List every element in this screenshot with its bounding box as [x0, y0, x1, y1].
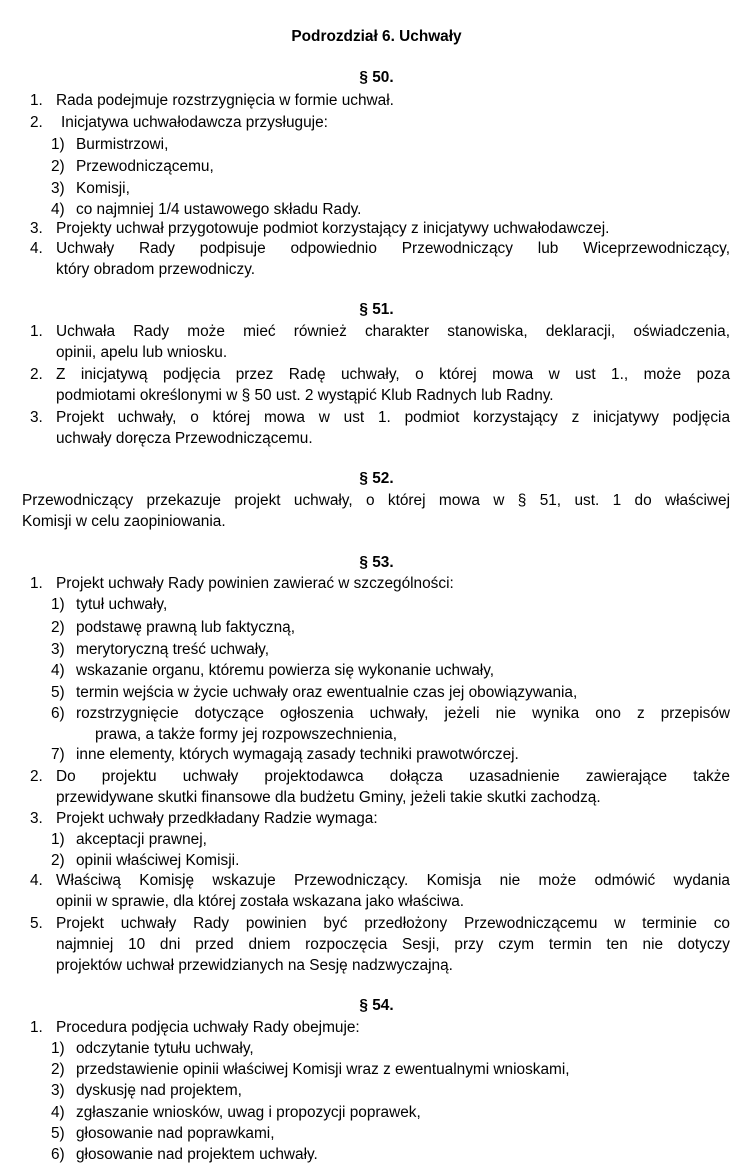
- subitem-number: 5): [51, 684, 65, 701]
- list-item-continuation: uchwały doręcza Przewodniczącemu.: [56, 430, 313, 447]
- sub-list-item: głosowanie nad poprawkami,: [76, 1125, 275, 1142]
- subitem-number: 2): [51, 1061, 65, 1078]
- list-item-continuation: projektów uchwał przewidzianych na Sesję nadzwyczajną.: [56, 957, 453, 974]
- item-number: 3.: [30, 810, 43, 827]
- sub-list-item: dyskusję nad projektem,: [76, 1082, 242, 1099]
- item-number: 2.: [30, 768, 43, 785]
- list-item-continuation: najmniej 10 dni przed dniem rozpoczęcia Sesji, przy czym termin ten nie dotyczy: [56, 936, 730, 953]
- item-number: 5.: [30, 915, 43, 932]
- list-item: Uchwała Rady może mieć również charakter stanowiska, deklaracji, oświadczenia,: [56, 323, 730, 340]
- subitem-number: 3): [51, 180, 65, 197]
- subitem-number: 1): [51, 1040, 65, 1057]
- subitem-number: 4): [51, 201, 65, 218]
- sub-list-item: co najmniej 1/4 ustawowego składu Rady.: [76, 201, 362, 218]
- sub-list-item: Komisji,: [76, 180, 130, 197]
- sub-list-item: inne elementy, których wymagają zasady techniki prawotwórczej.: [76, 746, 519, 763]
- sub-list-item: przedstawienie opinii właściwej Komisji wraz z ewentualnymi wnioskami,: [76, 1061, 570, 1078]
- sub-list-item: Przewodniczącemu,: [76, 158, 214, 175]
- sub-list-item: tytuł uchwały,: [76, 596, 168, 613]
- section-heading-51: § 51.: [359, 301, 394, 318]
- paragraph: Przewodniczący przekazuje projekt uchwały, o której mowa w § 51, ust. 1 do właściwej: [22, 492, 730, 509]
- sub-list-item: opinii właściwej Komisji.: [76, 852, 240, 869]
- subitem-number: 4): [51, 662, 65, 679]
- subitem-number: 5): [51, 1125, 65, 1142]
- item-number: 1.: [30, 92, 43, 109]
- subitem-number: 6): [51, 1146, 65, 1163]
- list-item-continuation: który obradom przewodniczy.: [56, 261, 256, 278]
- sub-list-item: merytoryczną treść uchwały,: [76, 641, 270, 658]
- item-number: 2.: [30, 114, 43, 131]
- list-item: Projekt uchwały przedkładany Radzie wymaga:: [56, 810, 378, 827]
- sub-list-item: termin wejścia w życie uchwały oraz ewentualnie czas jej obowiązywania,: [76, 684, 578, 701]
- list-item: Uchwały Rady podpisuje odpowiednio Przewodniczący lub Wiceprzewodniczący,: [56, 240, 730, 257]
- list-item: Projekt uchwały, o której mowa w ust 1. podmiot korzystający z inicjatywy podjęcia: [56, 409, 730, 426]
- list-item: Projekt uchwały Rady powinien być przedłożony Przewodniczącemu w terminie co: [56, 915, 730, 932]
- subitem-number: 2): [51, 852, 65, 869]
- list-item: Z inicjatywą podjęcia przez Radę uchwały, o której mowa w ust 1., może poza: [56, 366, 730, 383]
- list-item: Projekty uchwał przygotowuje podmiot korzystający z inicjatywy uchwałodawczej.: [56, 220, 610, 237]
- sub-list-item: odczytanie tytułu uchwały,: [76, 1040, 254, 1057]
- subitem-number: 7): [51, 746, 65, 763]
- item-number: 3.: [30, 220, 43, 237]
- item-number: 1.: [30, 1019, 43, 1036]
- list-item: Właściwą Komisję wskazuje Przewodniczący. Komisja nie może odmówić wydania: [56, 872, 730, 889]
- subitem-number: 1): [51, 596, 65, 613]
- sub-list-item: Burmistrzowi,: [76, 136, 169, 153]
- paragraph-continuation: Komisji w celu zaopiniowania.: [22, 513, 226, 530]
- sub-list-item: podstawę prawną lub faktyczną,: [76, 619, 296, 636]
- list-item-continuation: podmiotami określonymi w § 50 ust. 2 wystąpić Klub Radnych lub Radny.: [56, 387, 554, 404]
- item-number: 1.: [30, 575, 43, 592]
- list-item-continuation: opinii w sprawie, dla której została wskazana jako właściwa.: [56, 893, 465, 910]
- subitem-number: 1): [51, 831, 65, 848]
- list-item-continuation: opinii, apelu lub wniosku.: [56, 344, 228, 361]
- item-number: 2.: [30, 366, 43, 383]
- item-number: 4.: [30, 240, 43, 257]
- sub-list-item: rozstrzygnięcie dotyczące ogłoszenia uchwały, jeżeli nie wynika ono z przepisów: [76, 705, 730, 722]
- subitem-number: 3): [51, 641, 65, 658]
- list-item: Procedura podjęcia uchwały Rady obejmuje:: [56, 1019, 360, 1036]
- list-item: Projekt uchwały Rady powinien zawierać w szczególności:: [56, 575, 454, 592]
- sub-list-item: głosowanie nad projektem uchwały.: [76, 1146, 318, 1163]
- subitem-number: 2): [51, 158, 65, 175]
- list-item: Inicjatywa uchwałodawcza przysługuje:: [61, 114, 328, 131]
- list-item-continuation: przewidywane skutki finansowe dla budżetu Gminy, jeżeli takie skutki zachodzą.: [56, 789, 601, 806]
- section-heading-52: § 52.: [359, 470, 394, 487]
- sub-list-item: akceptacji prawnej,: [76, 831, 207, 848]
- item-number: 3.: [30, 409, 43, 426]
- sub-list-item-continuation: prawa, a także formy jej rozpowszechnienia,: [95, 726, 397, 743]
- subitem-number: 3): [51, 1082, 65, 1099]
- page-title: Podrozdział 6. Uchwały: [291, 28, 462, 45]
- section-heading-53: § 53.: [359, 554, 394, 571]
- sub-list-item: zgłaszanie wniosków, uwag i propozycji poprawek,: [76, 1104, 421, 1121]
- section-heading-50: § 50.: [359, 69, 394, 86]
- item-number: 4.: [30, 872, 43, 889]
- subitem-number: 2): [51, 619, 65, 636]
- subitem-number: 4): [51, 1104, 65, 1121]
- list-item: Rada podejmuje rozstrzygnięcia w formie uchwał.: [56, 92, 394, 109]
- section-heading-54: § 54.: [359, 997, 394, 1014]
- sub-list-item: wskazanie organu, któremu powierza się wykonanie uchwały,: [76, 662, 495, 679]
- subitem-number: 6): [51, 705, 65, 722]
- list-item: Do projektu uchwały projektodawca dołącza uzasadnienie zawierające także: [56, 768, 730, 785]
- subitem-number: 1): [51, 136, 65, 153]
- item-number: 1.: [30, 323, 43, 340]
